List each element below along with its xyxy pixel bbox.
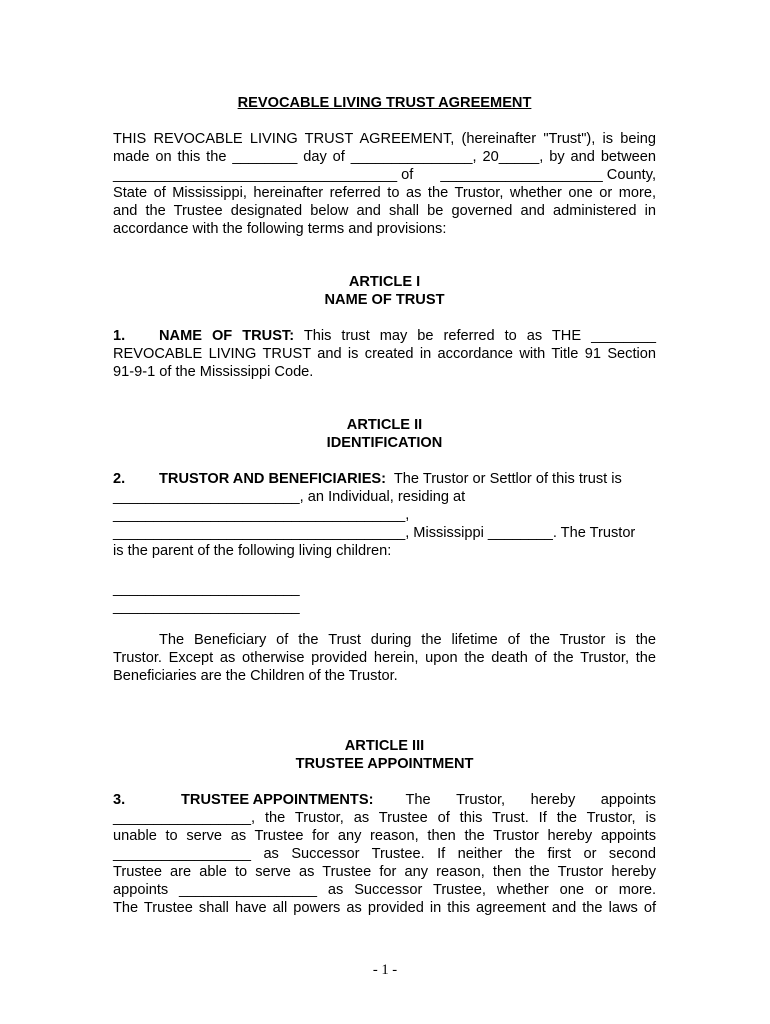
section-label: TRUSTEE APPOINTMENTS:: [181, 792, 374, 808]
section-number: 2.: [113, 471, 126, 487]
article-2-line: ____________________________________,: [113, 507, 410, 523]
text-word: Trustor,: [456, 792, 506, 808]
article-3-line: _________________, the Trustor, as Trustee of this Trust. If the Trustor, is: [113, 810, 656, 826]
intro-line: accordance with the following terms and provisions:: [113, 221, 447, 237]
section-label: TRUSTOR AND BENEFICIARIES:: [159, 471, 387, 487]
article-2-line: [113, 470, 656, 488]
child-blank: _______________________: [113, 581, 300, 597]
article-2-line: _______________________, an Individual, residing at: [113, 489, 466, 505]
child-blank: _______________________: [113, 599, 300, 615]
text-word: hereby: [530, 792, 576, 808]
article-subheading: IDENTIFICATION: [326, 435, 443, 451]
intro-blank-county: ____________________ County,: [440, 167, 656, 183]
beneficiary-line: Trustor. Except as otherwise provided herein, upon the death of the Trustor, the: [113, 650, 656, 666]
article-3-line: Trustee are able to serve as Trustee for any reason, then the Trustor hereby: [113, 864, 656, 880]
section-text: [405, 791, 656, 809]
article-heading: ARTICLE III: [344, 738, 425, 754]
article-1-line: 91-9-1 of the Mississippi Code.: [113, 364, 314, 380]
article-3-line: [113, 791, 656, 809]
article-heading: ARTICLE II: [346, 417, 423, 433]
article-1-line: [113, 327, 656, 345]
document-title: [113, 94, 656, 112]
article-2-line: ____________________________________, Mississippi ________. The Trustor: [113, 525, 636, 541]
article-subheading: NAME OF TRUST: [324, 292, 445, 308]
text-word: The: [405, 792, 431, 808]
section-number: 1.: [113, 328, 126, 344]
article-1-line: REVOCABLE LIVING TRUST and is created in accordance with Title 91 Section: [113, 346, 656, 362]
section-label: NAME OF TRUST:: [159, 328, 295, 344]
article-3-line: _________________ as Successor Trustee. If neither the first or second: [113, 846, 656, 862]
beneficiary-line: Beneficiaries are the Children of the Trustor.: [113, 668, 398, 684]
intro-line: made on this the ________ day of _______________, 20_____, by and between: [113, 149, 656, 165]
article-3-line: The Trustee shall have all powers as provided in this agreement and the laws of: [113, 900, 656, 916]
article-subheading: TRUSTEE APPOINTMENT: [295, 756, 474, 772]
intro-line: State of Mississippi, hereinafter referred to as the Trustor, whether one or more,: [113, 185, 656, 201]
article-2-line: is the parent of the following living children:: [113, 543, 392, 559]
section-number: 3.: [113, 792, 126, 808]
intro-line: [113, 166, 656, 184]
section-text: The Trustor or Settlor of this trust is: [393, 471, 622, 487]
article-3-line: unable to serve as Trustee for any reason, then the Trustor hereby appoints: [113, 828, 656, 844]
page-number: - 1 -: [372, 962, 398, 978]
intro-line: THIS REVOCABLE LIVING TRUST AGREEMENT, (hereinafter "Trust"), is being: [113, 131, 656, 147]
article-3-line: appoints _________________ as Successor Trustee, whether one or more.: [113, 882, 656, 898]
beneficiary-line: The Beneficiary of the Trust during the lifetime of the Trustor is the: [159, 632, 656, 648]
document-title-text: REVOCABLE LIVING TRUST AGREEMENT: [237, 95, 532, 111]
article-heading: ARTICLE I: [348, 274, 421, 290]
text-word: appoints: [600, 792, 656, 808]
section-text: This trust may be referred to as THE ________: [303, 328, 657, 344]
intro-blank-name: ___________________________________ of: [113, 167, 414, 183]
intro-line: and the Trustee designated below and shall be governed and administered in: [113, 203, 656, 219]
